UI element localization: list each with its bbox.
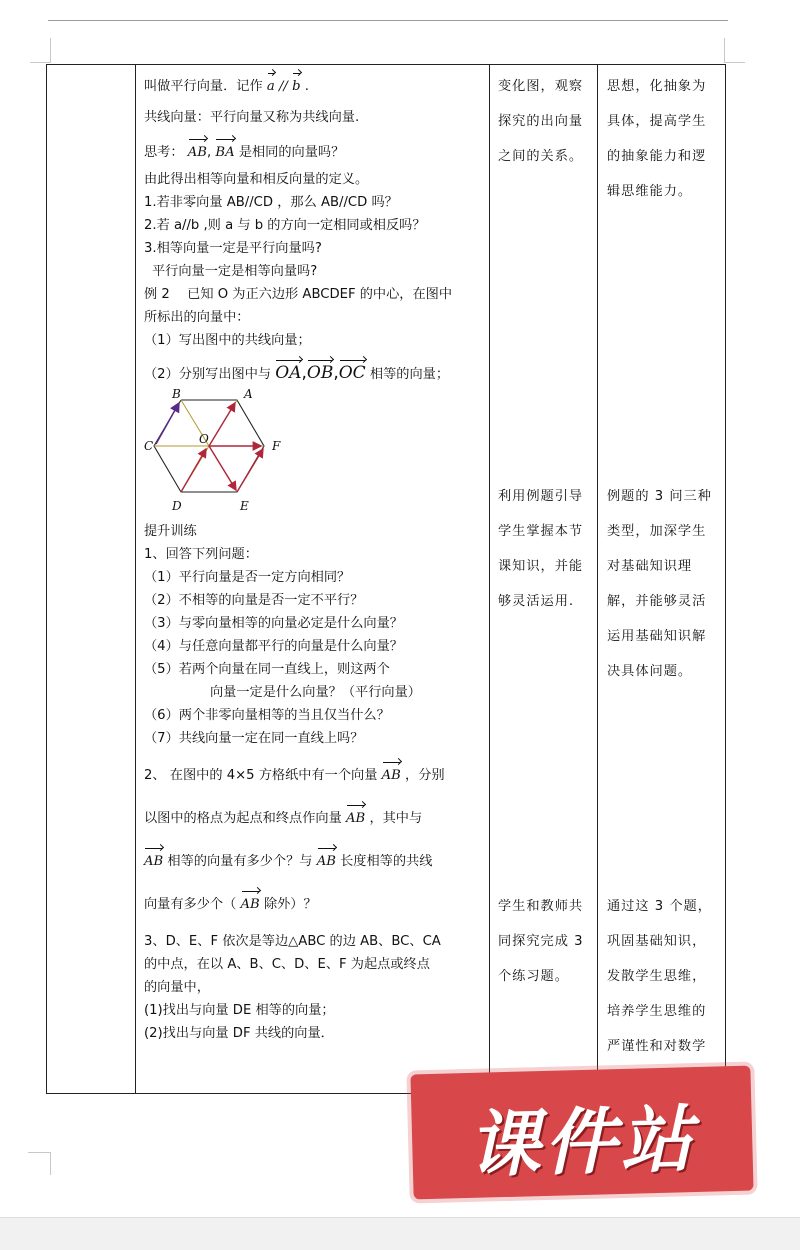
vector-OB: OB [306, 363, 334, 383]
activity-c-1: 学生和教师共 [498, 899, 584, 914]
vector-AB: AB [241, 893, 260, 916]
activity-a-2: 探究的出向量 [498, 114, 584, 129]
example-2-part-1: （1）写出图中的共线向量； [144, 333, 311, 348]
practice-2-line-2 [144, 807, 492, 830]
practice-1-q3: （3）与零向量相等的向量必定是什么向量？ [144, 616, 403, 631]
label-B: B [172, 388, 181, 401]
text: ，其中与 [369, 811, 423, 826]
practice-3-part-2: (2)找出与向量 DF 共线的向量． [144, 1026, 334, 1041]
vector-b: b [292, 75, 300, 98]
student-activity-col [498, 69, 598, 174]
text: 思考： [144, 145, 184, 160]
text: 相等的向量； [369, 367, 450, 382]
practice-1-q6: （6）两个非零向量相等的当且仅当什么？ [144, 708, 390, 723]
practice-3-line-2: 的中点，在以 A、B、C、D、E、F 为起点或终点 [144, 957, 430, 972]
student-activity-col-b [498, 479, 598, 619]
practice-2-line-1 [144, 764, 492, 787]
viewer-bottom-bar [0, 1217, 800, 1250]
label-O: O [199, 432, 209, 446]
intent-c-3: 发散学生思维， [607, 969, 707, 984]
intent-b-1: 例题的 3 问三种 [607, 489, 712, 504]
example-2-part-2 [144, 362, 492, 386]
intent-a-1: 思想，化抽象为 [607, 79, 707, 94]
vector-AB: AB [317, 850, 336, 873]
text: 叫做平行向量．记作 [144, 79, 263, 94]
question-3b: 平行向量一定是相等向量吗? [152, 264, 318, 279]
intent-c-5: 严谨性和对数学 [607, 1039, 707, 1054]
design-intent-col [607, 69, 723, 209]
vector-AB: AB [144, 850, 163, 873]
intent-a-4: 辑思维能力。 [607, 184, 693, 199]
vector-a: a [267, 75, 275, 98]
comma: , [301, 363, 307, 383]
activity-b-4: 够灵活运用. [498, 594, 575, 609]
text: 2、 在图中的 4×5 方格纸中有一个向量 [144, 768, 378, 783]
label-D: D [172, 499, 182, 513]
activity-c-2: 同探究完成 3 [498, 934, 584, 949]
intent-b-6: 决具体问题。 [607, 664, 693, 679]
line-collinear-def: 共线向量：平行向量又称为共线向量. [144, 110, 360, 125]
practice-2-line-4 [144, 893, 492, 916]
lesson-table [46, 64, 726, 1094]
practice-1-q7: （7）共线向量一定在同一直线上吗？ [144, 731, 364, 746]
comma: , [206, 145, 212, 160]
example-2: 例 2 已知 O 为正六边形 ABCDEF 的中心，在图中 [144, 287, 453, 302]
parallel-sign: // [278, 79, 288, 94]
label-F: F [272, 439, 281, 453]
practice-1-q1: （1）平行向量是否一定方向相同？ [144, 570, 351, 585]
activity-c-3: 个练习题。 [498, 969, 569, 984]
margin-mark-left [30, 38, 51, 63]
question-2: 2.若 a//b ,则 a 与 b 的方向一定相同或相反吗？ [144, 218, 426, 233]
activity-b-3: 课知识，并能 [498, 559, 584, 574]
practice-3-line-3: 的向量中， [144, 980, 210, 995]
intent-b-4: 解，并能够灵活 [607, 594, 707, 609]
text: （2）分别写出图中与 [144, 367, 272, 382]
intent-b-5: 运用基础知识解 [607, 629, 707, 644]
comma: , [333, 363, 339, 383]
label-A: A [244, 388, 253, 401]
practice-heading: 提升训练 [144, 524, 197, 539]
intent-c-2: 巩固基础知识， [607, 934, 707, 949]
activity-a-3: 之间的关系。 [498, 149, 584, 164]
intent-c-1: 通过这 3 个题， [607, 899, 712, 914]
activity-b-2: 学生掌握本节 [498, 524, 584, 539]
vector-BA: BA [215, 141, 234, 164]
text: 除外）？ [263, 897, 317, 912]
col-divider-1 [135, 65, 136, 1093]
text: 相等的向量有多少个？与 [167, 854, 313, 869]
vector-OA: OA [275, 363, 302, 383]
practice-3-line-1: 3、D、E、F 依次是等边△ABC 的边 AB、BC、CA [144, 934, 441, 949]
watermark-stamp [410, 1066, 753, 1200]
practice-3-part-1: (1)找出与向量 DE 相等的向量； [144, 1003, 335, 1018]
practice-2-line-3 [144, 850, 492, 873]
period: . [304, 79, 309, 94]
text: 向量有多少个（ [144, 897, 237, 912]
top-rule [48, 20, 728, 21]
intent-a-2: 具体，提高学生 [607, 114, 707, 129]
vector-AB: AB [188, 141, 207, 164]
question-3: 3.相等向量一定是平行向量吗? [144, 241, 322, 256]
hexagon-figure [144, 388, 304, 520]
margin-mark-right [724, 38, 745, 63]
watermark-text: 课件站 [467, 1097, 698, 1187]
text: 以图中的格点为起点和终点作向量 [144, 811, 342, 826]
margin-mark-bottom-left [28, 1152, 51, 1175]
teaching-content [144, 69, 492, 1045]
label-C: C [144, 439, 154, 453]
example-2-cont: 所标出的向量中： [144, 310, 250, 325]
vector-OC: OC [338, 363, 366, 383]
intent-b-2: 类型，加深学生 [607, 524, 707, 539]
text: ，分别 [405, 768, 445, 783]
line-parallel-def [144, 75, 492, 98]
line-derive: 由此得出相等向量和相反向量的定义。 [144, 172, 369, 187]
intent-a-3: 的抽象能力和逻 [607, 149, 707, 164]
line-think [144, 141, 492, 164]
activity-a-1: 变化图，观察 [498, 79, 584, 94]
vector-AB: AB [346, 807, 365, 830]
practice-1-q2: （2）不相等的向量是否一定不平行？ [144, 593, 364, 608]
text: 长度相等的共线 [340, 854, 433, 869]
vector-AB: AB [382, 764, 401, 787]
student-activity-col-c [498, 889, 598, 994]
intent-c-4: 培养学生思维的 [607, 1004, 707, 1019]
question-1: 1.若非零向量 AB//CD ，那么 AB//CD 吗？ [144, 195, 398, 210]
practice-1-q5: （5）若两个向量在同一直线上，则这两个 [144, 662, 390, 677]
practice-1-q5b: 向量一定是什么向量？（平行向量） [210, 685, 421, 700]
practice-1: 1、回答下列问题： [144, 547, 258, 562]
intent-b-3: 对基础知识理 [607, 559, 693, 574]
text: 是相同的向量吗？ [238, 145, 345, 160]
practice-1-q4: （4）与任意向量都平行的向量是什么向量？ [144, 639, 403, 654]
design-intent-col-b [607, 479, 723, 689]
label-E: E [240, 499, 249, 513]
activity-b-1: 利用例题引导 [498, 489, 584, 504]
